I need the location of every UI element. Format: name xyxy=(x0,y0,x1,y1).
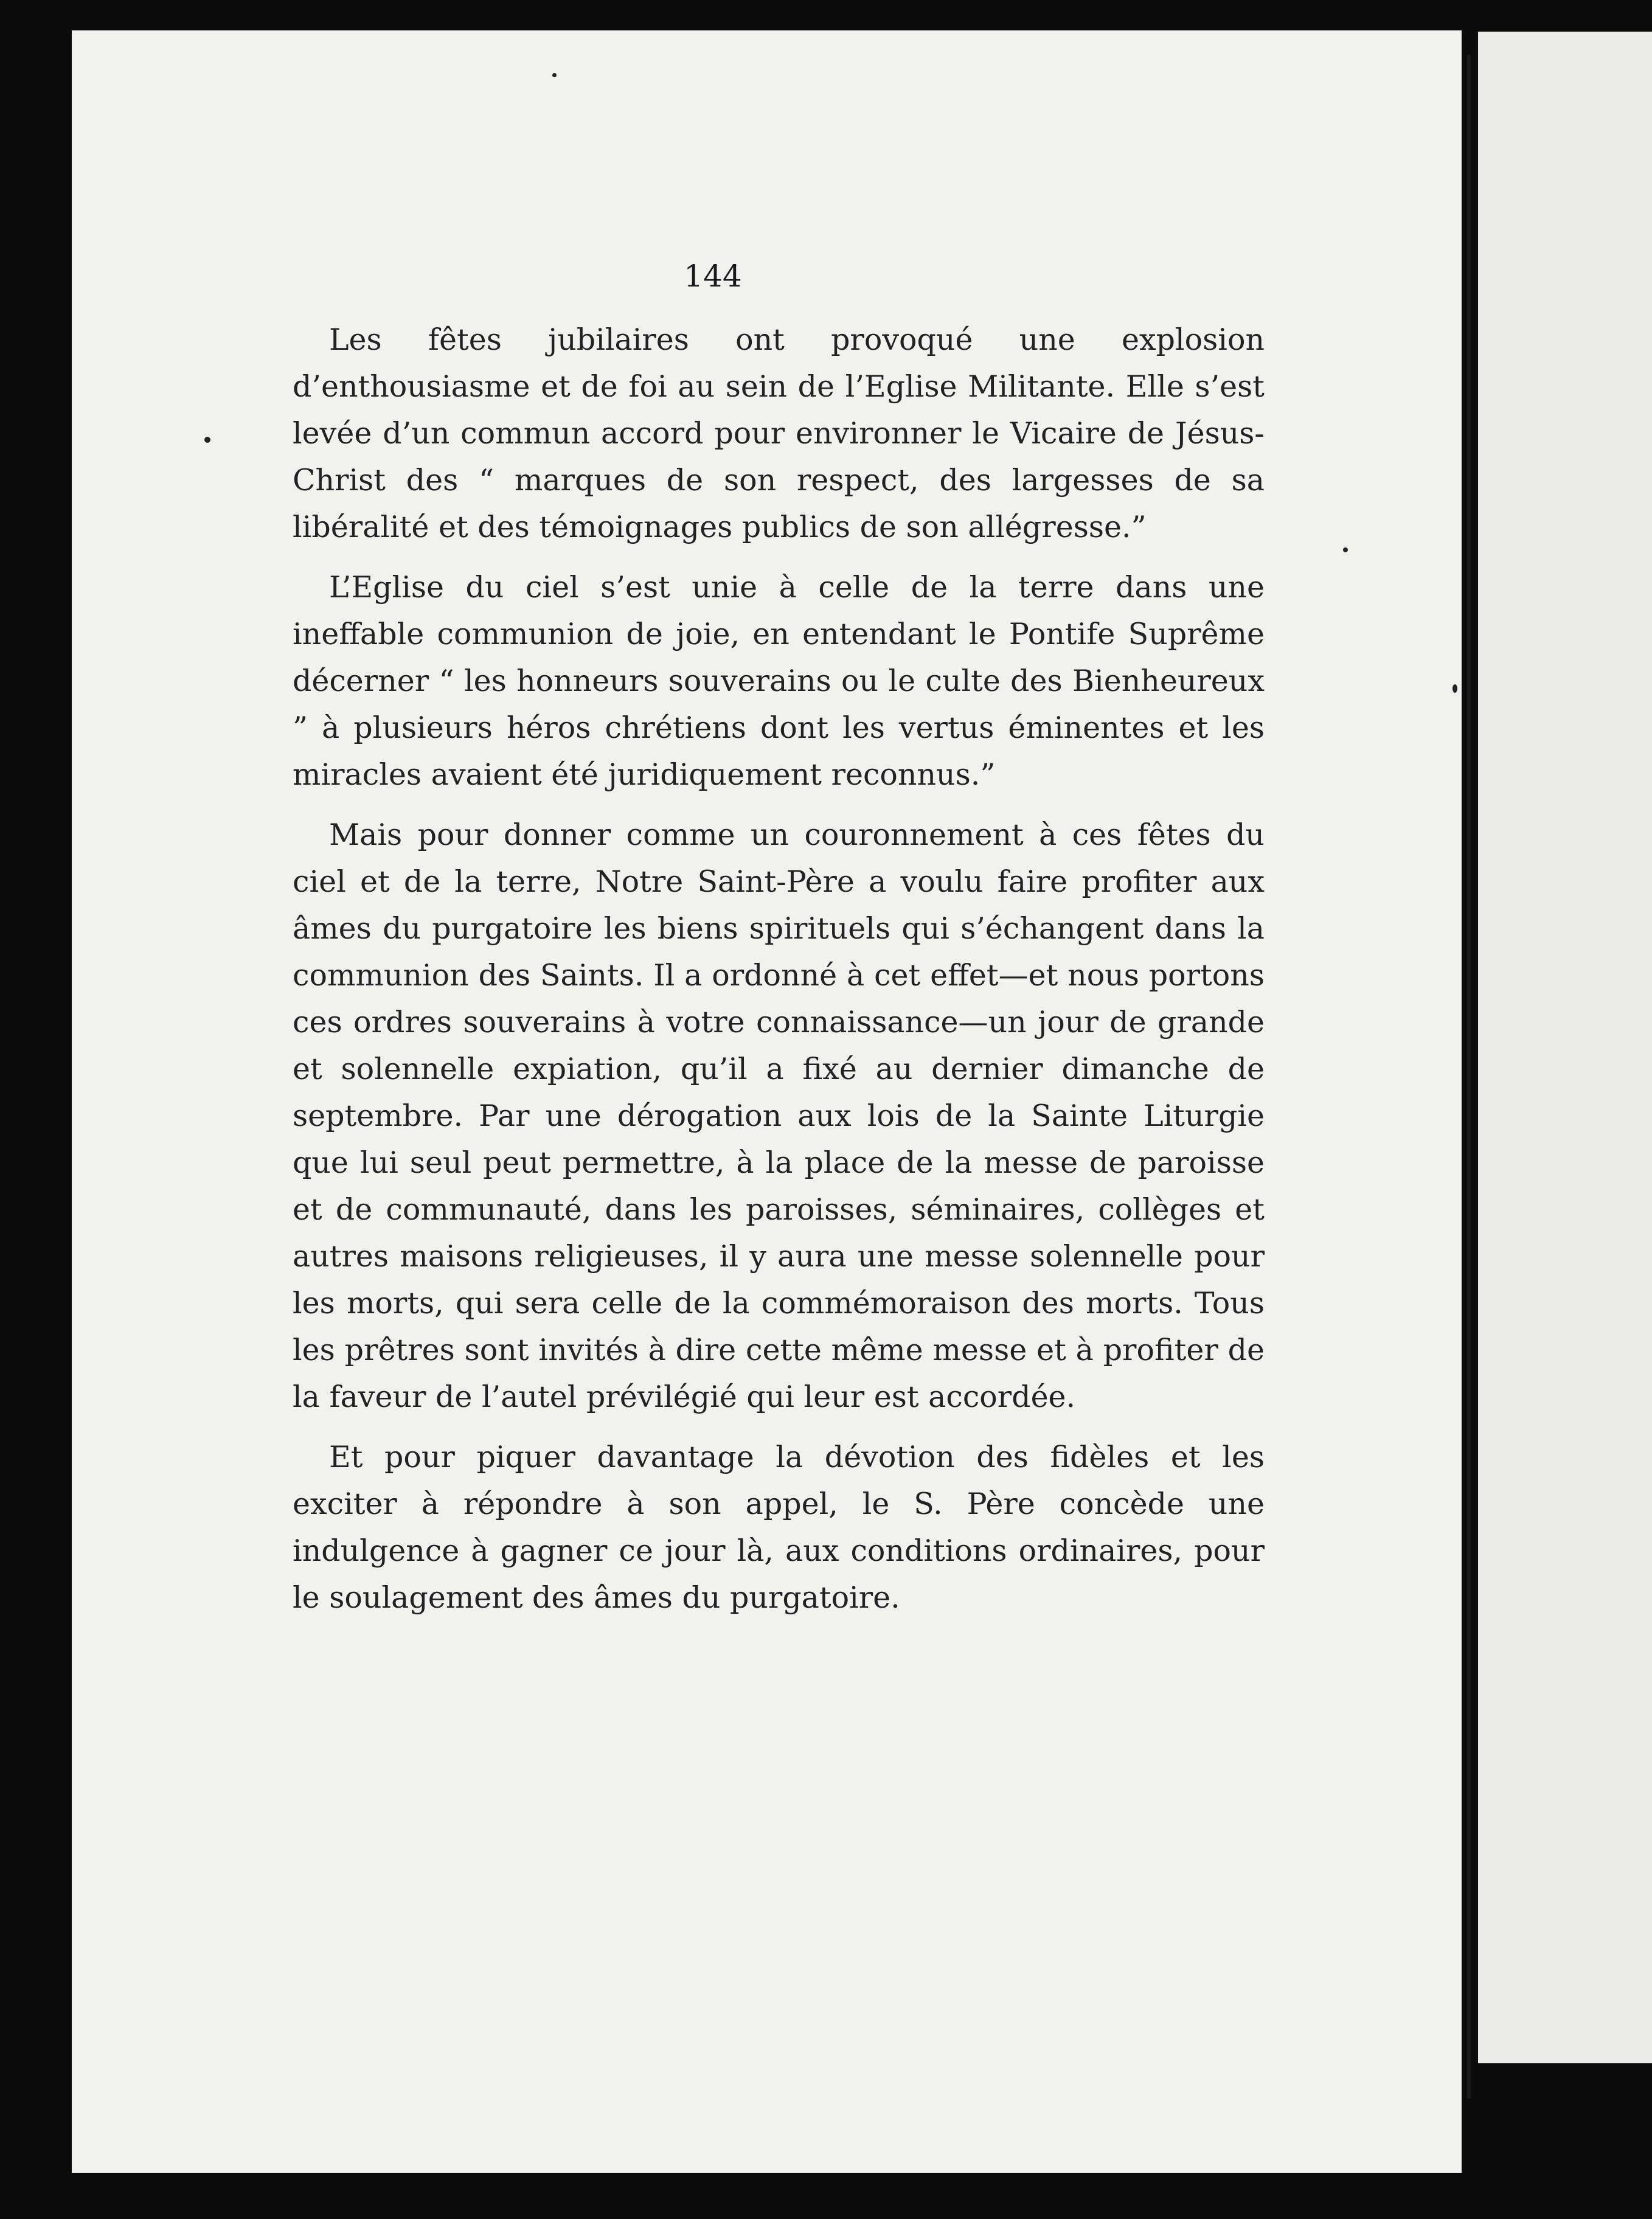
scan-speck xyxy=(552,73,557,77)
paragraph-3: Mais pour donner comme un couronnement à ces fêtes du ciel et de la terre, Notre Saint-Père a voulu faire profiter aux âmes du purgatoire les biens spirituels qui s’échangent dans la communion des Saints. Il a ordonné à cet effet—et nous portons ces ordres souverains à votre connaissance—un jour de grande et solennelle expiation, qu’il a fixé au dernier dimanche de septembre. Par une dérogation aux lois de la Sainte Liturgie que lui seul peut permettre, à la place de la messe de paroisse et de communauté, dans les paroisses, séminaires, collèges et autres maisons religieuses, il y aura une messe solennelle pour les morts, qui sera celle de la commémoraison des morts. Tous les prêtres sont invités à dire cette même messe et à profiter de la faveur de l’autel prévilégié qui leur est accordée. xyxy=(293,818,1265,1414)
body-text xyxy=(293,316,1265,1634)
scan-speck xyxy=(204,437,210,443)
scan-speck xyxy=(1452,684,1457,693)
facing-page-edge xyxy=(1478,32,1652,2063)
paragraph-4: Et pour piquer davantage la dévotion des fidèles et les exciter à répondre à son appel, le S. Père concède une indulgence à gagner ce jour là, aux conditions ordinaires, pour le soulagement des âmes du purgatoire. xyxy=(293,1440,1265,1615)
paragraph-1: Les fêtes jubilaires ont provoqué une explosion d’enthousiasme et de foi au sein de l’Eglise Militante. Elle s’est levée d’un commun accord pour environner le Vicaire de Jésus-Christ des “ marques de son respect, des largesses de sa libéralité et des témoignages publics de son allégresse.” xyxy=(293,322,1265,544)
paragraph-2: L’Eglise du ciel s’est unie à celle de la terre dans une ineffable communion de joie, en entendant le Pontife Suprême décerner “ les honneurs souverains ou le culte des Bienheureux ” à plusieurs héros chrétiens dont les vertus éminentes et les miracles avaient été juridiquement reconnus.” xyxy=(293,570,1265,792)
page-number: 144 xyxy=(684,259,742,294)
scan-speck xyxy=(1343,547,1348,552)
page-gutter xyxy=(1467,55,1471,2099)
